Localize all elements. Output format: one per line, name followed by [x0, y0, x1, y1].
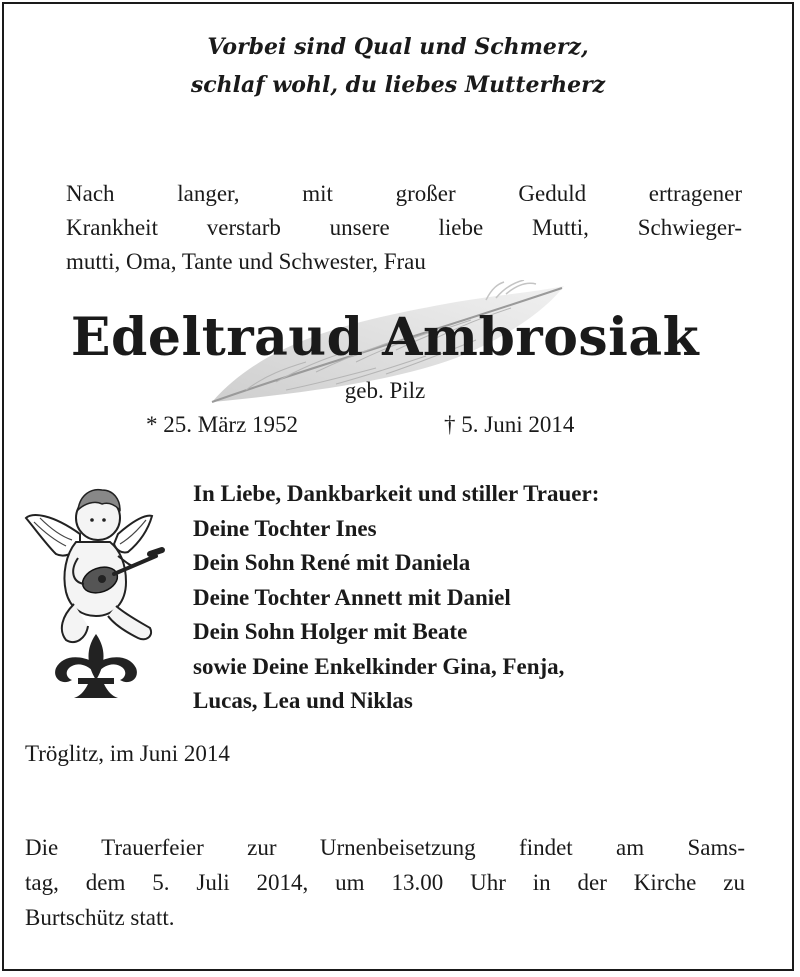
motto-line-2: schlaf wohl, du liebes Mutterherz [190, 72, 606, 98]
funeral-line-1: Die Trauerfeier zur Urnenbeisetzung findet am Sams- [25, 835, 745, 860]
intro-text [66, 177, 742, 279]
motto [0, 28, 796, 104]
birth-name: geb. Pilz [344, 378, 426, 403]
funeral-line-3: Burtschütz statt. [25, 905, 175, 930]
motto-line-1: Vorbei sind Qual und Schmerz, [207, 34, 589, 60]
funeral-line-2: tag, dem 5. Juli 2014, um 13.00 Uhr in der Kirche zu [25, 870, 745, 895]
cherub-with-mandolin-icon [22, 484, 170, 702]
mourners-list [193, 477, 793, 719]
mourner-line: Lucas, Lea und Niklas [193, 688, 413, 713]
deceased-name: Edeltraud Ambrosiak [70, 307, 700, 368]
funeral-notice [25, 830, 745, 935]
mourner-line: Dein Sohn René mit Daniela [193, 550, 471, 575]
mourner-line: Deine Tochter Ines [193, 515, 377, 541]
mourners-heading: In Liebe, Dankbarkeit und stiller Trauer: [193, 481, 600, 506]
intro-line-2: Krankheit verstarb unsere liebe Mutti, Schwieger- [66, 215, 742, 240]
date-of-death: † 5. Juni 2014 [444, 412, 575, 437]
place-and-date: Tröglitz, im Juni 2014 [25, 741, 230, 766]
mourner-line: sowie Deine Enkelkinder Gina, Fenja, [193, 653, 565, 679]
intro-line-1: Nach langer, mit großer Geduld ertragener [66, 181, 742, 206]
date-of-birth: * 25. März 1952 [146, 412, 299, 437]
mourner-line: Dein Sohn Holger mit Beate [193, 619, 468, 644]
mourner-line: Deine Tochter Annett mit Daniel [193, 584, 511, 610]
intro-line-3: mutti, Oma, Tante und Schwester, Frau [66, 249, 426, 274]
